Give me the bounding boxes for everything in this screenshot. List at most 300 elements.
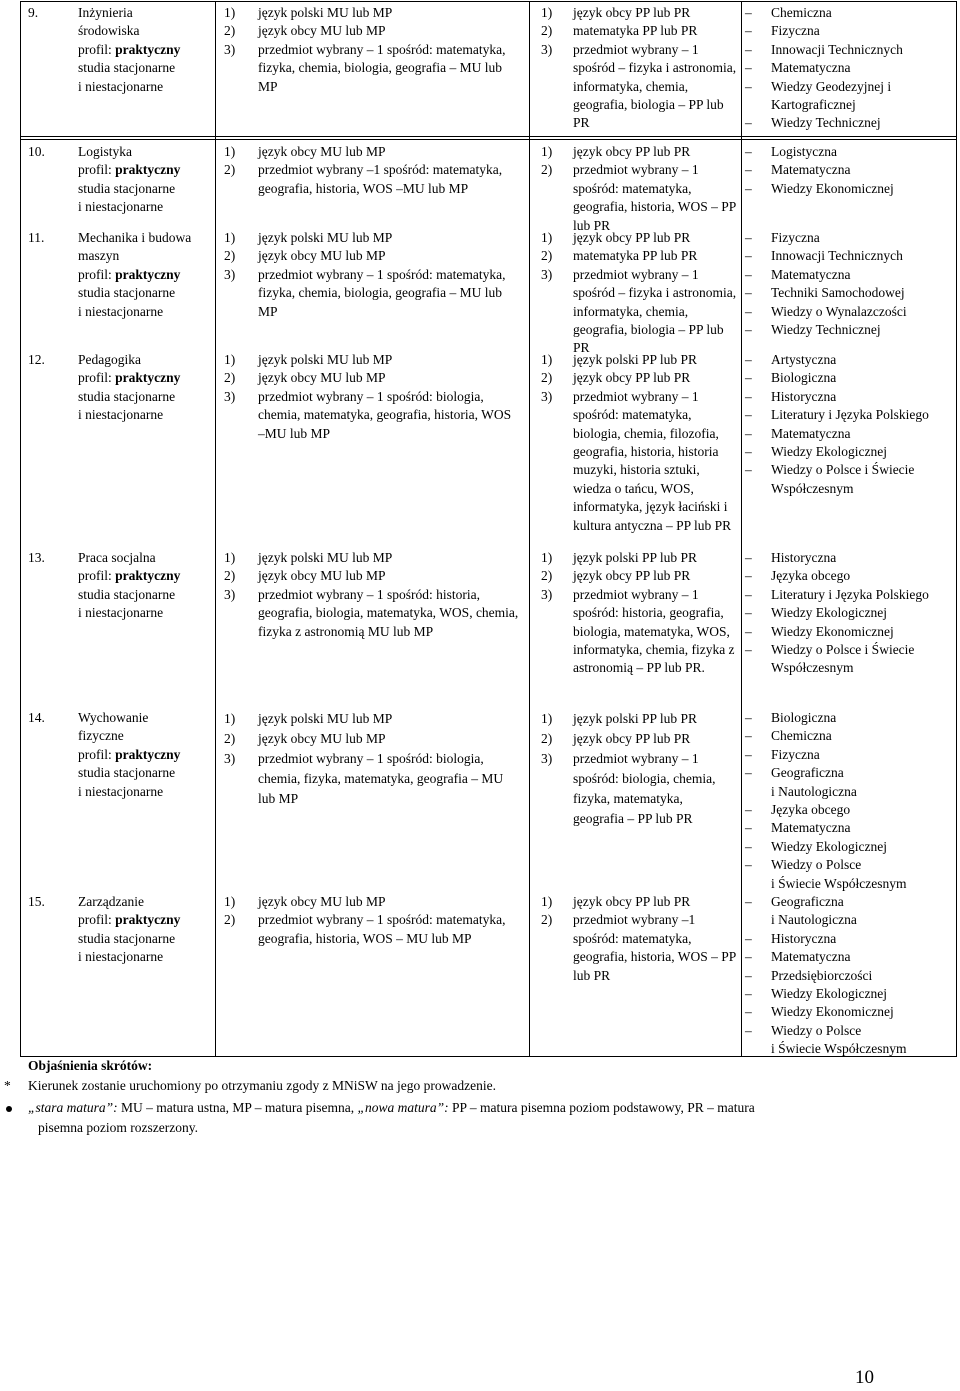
profile-label: profil: [78,41,112,57]
olympiad-item [745,114,955,132]
list-item [541,143,737,161]
olympiad-item [745,41,955,59]
list-item [541,4,737,22]
item-text: język polski PP lub PR [573,550,698,565]
dash-marker: – [745,5,752,20]
profile-value: praktyczny [115,370,181,386]
item-number: 2) [224,370,236,386]
dash-marker: – [745,949,752,965]
item-number: 2) [541,248,553,264]
study-mode: i niestacjonarne [78,78,164,94]
item-number: 1) [224,550,236,565]
old-matura-cell [224,549,520,641]
olympiad-item [745,59,955,77]
olympiad-item [745,838,955,856]
item-number: 3) [541,586,553,602]
dash-marker: – [745,746,752,762]
dash-marker: – [745,765,752,781]
olympiad-item [745,369,955,387]
olympiad-item [745,425,955,443]
olympiad-item [745,727,955,745]
item-number: 2) [224,568,236,584]
item-text: język polski MU lub MP [258,5,393,20]
olympiad-item [745,623,955,641]
item-text: matematyka PP lub PR [573,248,698,264]
item-text: język obcy MU lub MP [258,248,386,264]
profile-value: praktyczny [115,568,181,584]
item-text: język polski MU lub MP [258,711,393,726]
dash-marker: – [745,857,752,873]
olympiads-cell [745,709,955,893]
list-item [224,369,520,387]
item-text: Wiedzy o Polsce i Świecie [771,642,915,658]
dash-marker: – [745,1022,752,1038]
profile-value: praktyczny [115,266,181,282]
list-item [541,266,737,358]
profile-label: profil: [78,162,112,178]
study-mode: studia stacjonarne [78,765,176,781]
olympiad-item [745,1003,955,1021]
item-text: Innowacji Technicznych [771,248,903,264]
item-text: Literatury i Języka Polskiego [771,586,929,602]
item-number: 2) [224,23,236,39]
footnote-text: Kierunek zostanie uruchomiony po otrzymaniu zgody z MNiSW na jego prowadzenie. [28,1078,496,1093]
study-mode: i niestacjonarne [78,303,164,319]
profile-label: profil: [78,746,112,762]
item-text: Biologiczna [771,370,837,386]
list-item [224,41,520,96]
item-number: 2) [224,162,236,178]
legend-text [28,1099,848,1117]
item-number: 2) [541,370,553,386]
item-number: 1) [224,711,236,726]
olympiad-item-cont: i Świecie Współczesnym [771,1041,907,1057]
item-number: 1) [541,144,553,159]
item-text: język obcy PP lub PR [573,370,691,386]
olympiad-item [745,388,955,406]
olympiad-item [745,4,955,22]
program-name: Wychowanie [78,710,149,725]
dash-marker: – [745,144,752,159]
list-item [224,161,520,198]
item-text: język polski MU lub MP [258,550,393,565]
item-text: Fizyczna [771,230,820,245]
bullet-icon [6,1106,12,1112]
program-name: fizyczne [78,728,124,744]
olympiad-item [745,801,955,819]
profile-label: profil: [78,912,112,928]
list-item [541,709,737,729]
item-text: Przedsiębiorczości [771,967,873,983]
dash-marker: – [745,710,752,725]
dash-marker: – [745,462,752,478]
item-number: 3) [224,751,236,766]
item-text: język obcy PP lub PR [573,731,691,746]
olympiad-item [745,351,955,369]
program-name: Zarządzanie [78,894,144,909]
item-text: przedmiot wybrany – 1 spośród: matematyka, fizyka, chemia, biologia, geografia – MU lub MP [258,41,506,94]
item-text: przedmiot wybrany –1 spośród: matematyka, geografia, historia, WOS – PP lub PR [573,912,736,983]
olympiad-item [745,930,955,948]
item-text: Fizyczna [771,23,820,39]
list-item [224,229,520,247]
dash-marker: – [745,180,752,196]
item-text: Wiedzy Technicznej [771,322,881,338]
olympiad-item [745,856,955,874]
program-name: Mechanika i budowa [78,230,192,245]
study-mode: studia stacjonarne [78,930,176,946]
item-text: Historyczna [771,388,837,404]
item-text: język obcy MU lub MP [258,731,386,746]
column-divider [529,1,530,1057]
old-matura-cell [224,351,520,443]
dash-marker: – [745,1004,752,1020]
table-top-border [20,1,957,2]
list-item [224,893,520,911]
olympiad-item [745,143,955,161]
list-item [224,4,520,22]
dash-marker: – [745,568,752,584]
new-matura-cell [541,4,737,133]
item-text: przedmiot wybrany – 1 spośród: matematyka, biologia, chemia, filozofia, geografia, historia, historia muzyki, historia sztuki, wiedza o tańcu, WOS, informatyka, język łaciński i kultura antyczna – PP lub PR [573,388,732,533]
item-text: język obcy PP lub PR [573,144,691,159]
item-text: Matematyczna [771,162,851,178]
profile-label: profil: [78,266,112,282]
item-text: Wiedzy o Polsce [771,1022,862,1038]
dash-marker: – [745,78,752,94]
item-text: Literatury i Języka Polskiego [771,407,929,423]
item-number: 2) [224,731,236,746]
dash-marker: – [745,967,752,983]
list-item [224,266,520,321]
item-number: 2) [224,912,236,928]
olympiad-item [745,161,955,179]
olympiad-item [745,461,955,479]
item-text: przedmiot wybrany – 1 spośród: matematyka, geografia, historia, WOS – MU lub MP [258,912,506,946]
olympiads-cell [745,351,955,498]
list-item [541,229,737,247]
item-number: 3) [541,388,553,404]
olympiad-item [745,1022,955,1040]
item-text: język polski PP lub PR [573,711,698,726]
profile-label: profil: [78,370,112,386]
dash-marker: – [745,352,752,367]
list-item [541,729,737,749]
dash-marker: – [745,388,752,404]
legend-definition: PP – matura pisemna poziom podstawowy, PR – matura [448,1100,755,1115]
item-text: Artystyczna [771,352,837,367]
list-item [224,549,520,567]
dash-marker: – [745,605,752,621]
item-text: język obcy MU lub MP [258,370,386,386]
program-name: Praca socjalna [78,550,156,565]
olympiad-item [745,303,955,321]
olympiad-item [745,78,955,96]
olympiad-item [745,641,955,659]
olympiad-item [745,406,955,424]
program-name: środowiska [78,23,140,39]
profile-value: praktyczny [115,746,181,762]
study-mode: studia stacjonarne [78,180,176,196]
olympiad-item [745,247,955,265]
row-divider [20,139,957,140]
new-matura-cell [541,549,737,678]
olympiad-item [745,229,955,247]
olympiad-item [745,967,955,985]
study-mode: i niestacjonarne [78,783,164,799]
row-number: 14. [28,710,45,725]
old-matura-cell [224,229,520,321]
item-number: 3) [224,388,236,404]
olympiad-item-cont: Współczesnym [771,480,854,496]
list-item [541,586,737,678]
item-number: 1) [224,230,236,245]
legend-text-cont: pisemna poziom rozszerzony. [38,1120,198,1135]
dash-marker: – [745,550,752,565]
item-text: Matematyczna [771,60,851,76]
olympiad-item [745,321,955,339]
item-number: 2) [541,23,553,39]
dash-marker: – [745,322,752,338]
list-item [224,911,520,948]
item-text: Wiedzy o Wynalazczości [771,303,907,319]
new-matura-cell [541,229,737,358]
item-text: Historyczna [771,930,837,946]
program-cell [78,143,208,217]
dash-marker: – [745,986,752,1002]
study-mode: i niestacjonarne [78,949,164,965]
study-mode: studia stacjonarne [78,586,176,602]
item-text: język obcy MU lub MP [258,894,386,909]
study-mode: studia stacjonarne [78,60,176,76]
olympiad-item [745,549,955,567]
dash-marker: – [745,303,752,319]
study-mode: studia stacjonarne [78,388,176,404]
item-text: Matematyczna [771,949,851,965]
olympiad-item [745,180,955,198]
item-text: Wiedzy Ekologicznej [771,986,888,1002]
list-item [224,388,520,443]
item-number: 2) [541,912,553,928]
olympiad-item [745,985,955,1003]
olympiad-item [745,567,955,585]
olympiad-item [745,819,955,837]
item-text: Matematyczna [771,425,851,441]
item-number: 2) [541,162,553,178]
olympiad-item [745,746,955,764]
dash-marker: – [745,728,752,744]
item-text: przedmiot wybrany – 1 spośród: matematyka, geografia, historia, WOS – PP lub PR [573,162,736,233]
item-text: język obcy PP lub PR [573,5,691,20]
new-matura-cell [541,351,737,535]
profile-label: profil: [78,568,112,584]
item-text: Wiedzy Geodezyjnej i [771,78,892,94]
olympiads-cell [745,143,955,198]
item-text: Wiedzy Ekonomicznej [771,180,894,196]
dash-marker: – [745,370,752,386]
olympiad-item-cont: i Świecie Współczesnym [771,875,907,891]
item-text: język polski MU lub MP [258,352,393,367]
study-mode: i niestacjonarne [78,605,164,621]
program-cell [78,709,208,801]
row-number: 13. [28,550,45,565]
olympiad-item [745,22,955,40]
item-number: 3) [541,751,553,766]
olympiad-item-cont: i Nautologiczna [771,783,857,799]
dash-marker: – [745,642,752,658]
dash-marker: – [745,248,752,264]
dash-marker: – [745,230,752,245]
row-number: 9. [28,5,39,20]
list-item [224,586,520,641]
item-text: Historyczna [771,550,837,565]
page-number: 10 [855,1367,874,1388]
item-number: 1) [541,5,553,20]
olympiad-item [745,764,955,782]
item-text: przedmiot wybrany – 1 spośród – fizyka i astronomia, informatyka, chemia, geografia, biologia – PP lub PR [573,266,737,356]
item-number: 1) [541,894,553,909]
item-text: Wiedzy Technicznej [771,115,881,131]
dash-marker: – [745,894,752,909]
dash-marker: – [745,266,752,282]
table-right-border [956,1,957,1057]
item-number: 3) [541,266,553,282]
item-text: Innowacji Technicznych [771,41,903,57]
item-text: Techniki Samochodowej [771,285,905,301]
item-text: Chemiczna [771,5,832,20]
item-text: język obcy PP lub PR [573,568,691,584]
dash-marker: – [745,425,752,441]
olympiads-cell [745,229,955,339]
item-text: Geograficzna [771,894,844,909]
program-name: Inżynieria [78,5,133,20]
item-text: przedmiot wybrany – 1 spośród: historia, geografia, biologia, matematyka, WOS, chemia, fizyka z astronomią MU lub MP [258,586,519,639]
old-matura-cell [224,893,520,948]
item-number: 1) [541,352,553,367]
profile-value: praktyczny [115,162,181,178]
item-number: 1) [541,550,553,565]
column-divider [215,1,216,1057]
item-number: 3) [224,586,236,602]
item-text: język obcy MU lub MP [258,144,386,159]
item-number: 1) [541,230,553,245]
legend-term: „stara matura”: [28,1100,118,1115]
list-item [224,22,520,40]
list-item [541,893,737,911]
item-number: 1) [224,894,236,909]
item-text: przedmiot wybrany – 1 spośród: biologia, chemia, matematyka, geografia, historia, WOS –MU lub MP [258,388,512,441]
item-number: 1) [541,711,553,726]
item-text: język polski MU lub MP [258,230,393,245]
list-item [541,161,737,235]
list-item [224,709,520,729]
list-item [224,351,520,369]
dash-marker: – [745,802,752,818]
list-item [224,567,520,585]
list-item [541,911,737,985]
list-item [224,143,520,161]
profile-value: praktyczny [115,912,181,928]
list-item [541,351,737,369]
old-matura-cell [224,709,520,809]
item-text: Wiedzy Ekonomicznej [771,623,894,639]
row-number: 10. [28,144,45,159]
profile-value: praktyczny [115,41,181,57]
item-text: Wiedzy Ekologicznej [771,838,888,854]
list-item [541,388,737,535]
dash-marker: – [745,285,752,301]
old-matura-cell [224,143,520,198]
program-name: Logistyka [78,144,132,159]
olympiad-item [745,893,955,911]
list-item [541,22,737,40]
olympiad-item-cont: Współczesnym [771,660,854,676]
item-text: Biologiczna [771,710,837,725]
item-number: 1) [224,144,236,159]
program-name: Pedagogika [78,352,141,367]
olympiads-cell [745,893,955,1059]
item-text: Logistyczna [771,144,837,159]
olympiad-item [745,709,955,727]
list-item [224,749,520,809]
program-cell [78,351,208,425]
legend-definition: MU – matura ustna, MP – matura pisemna, [117,1100,358,1115]
item-text: Wiedzy o Polsce i Świecie [771,462,915,478]
program-cell [78,549,208,623]
item-number: 1) [224,352,236,367]
footnote-symbol: * [4,1078,11,1093]
item-text: przedmiot wybrany – 1 spośród: historia, geografia, biologia, matematyka, WOS, informatyka, chemia, fizyka z astronomią – PP lub PR. [573,586,735,676]
row-number: 12. [28,352,45,367]
item-number: 3) [541,41,553,57]
item-text: przedmiot wybrany – 1 spośród: biologia, chemia, fizyka, matematyka, geografia – PP lub PR [573,751,716,826]
old-matura-cell [224,4,520,96]
list-item [224,247,520,265]
olympiad-item [745,948,955,966]
olympiad-item [745,284,955,302]
list-item [541,567,737,585]
list-item [541,549,737,567]
olympiads-cell [745,549,955,678]
list-item [541,247,737,265]
item-text: Wiedzy Ekonomicznej [771,1004,894,1020]
item-text: język obcy PP lub PR [573,230,691,245]
dash-marker: – [745,162,752,178]
program-cell [78,4,208,96]
olympiad-item [745,266,955,284]
dash-marker: – [745,41,752,57]
olympiad-item-cont: Kartograficznej [771,97,856,113]
dash-marker: – [745,930,752,946]
item-text: Języka obcego [771,802,851,818]
list-item [541,749,737,829]
abbreviations-title: Objaśnienia skrótów: [28,1058,153,1073]
new-matura-cell [541,893,737,985]
dash-marker: – [745,115,752,131]
dash-marker: – [745,586,752,602]
item-text: przedmiot wybrany – 1 spośród: biologia, chemia, fizyka, matematyka, geografia – MU lub MP [258,751,504,806]
item-number: 2) [541,568,553,584]
item-text: Fizyczna [771,746,820,762]
item-text: język obcy MU lub MP [258,23,386,39]
item-text: przedmiot wybrany –1 spośród: matematyka, geografia, historia, WOS –MU lub MP [258,162,503,196]
olympiad-item [745,604,955,622]
list-item [541,41,737,133]
program-cell [78,893,208,967]
olympiad-item [745,586,955,604]
dash-marker: – [745,444,752,460]
item-number: 2) [541,731,553,746]
